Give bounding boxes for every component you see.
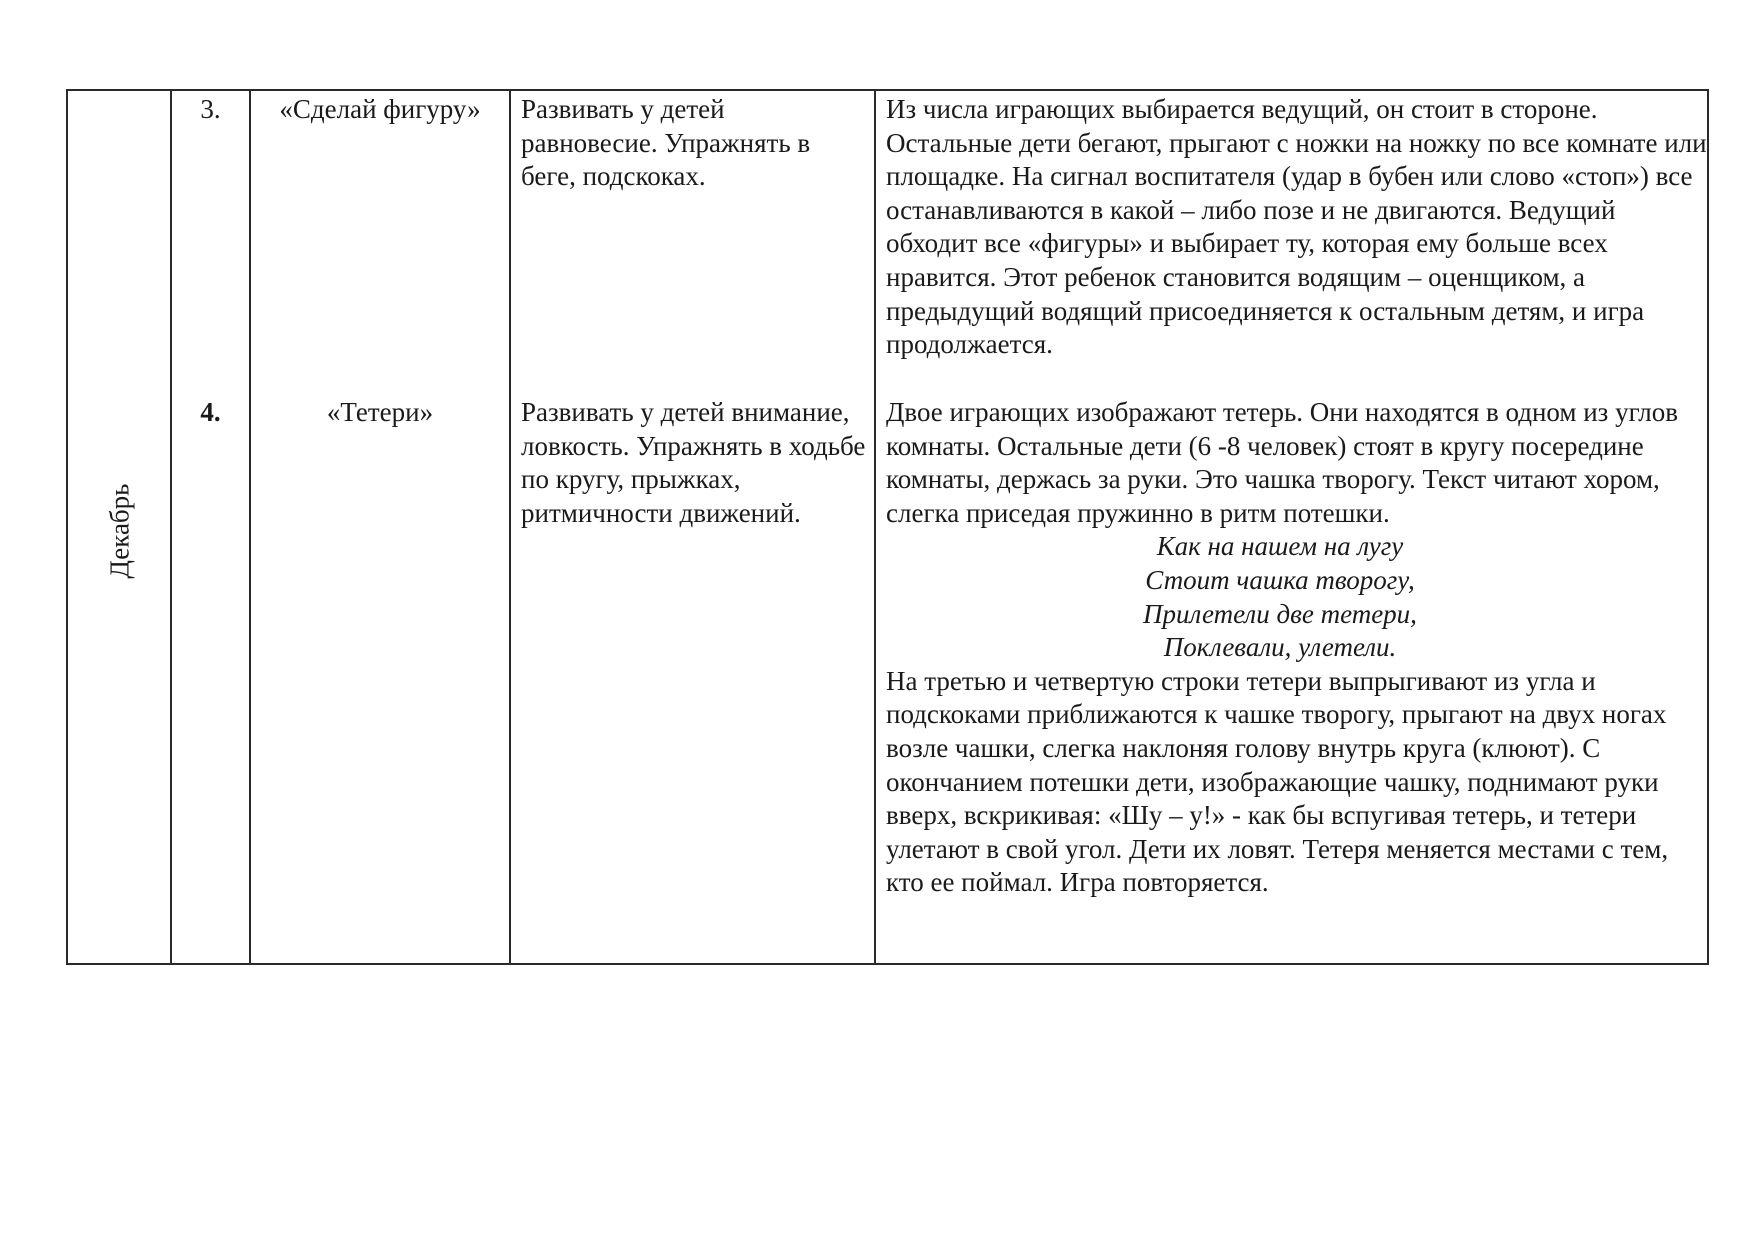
game-number: 3. [200, 94, 221, 124]
games-table [66, 89, 1709, 965]
month-label: Декабрь [104, 483, 135, 579]
game-number: 4. [200, 397, 221, 427]
verse-line: Как на нашем на лугу [1156, 531, 1404, 562]
game-description [886, 396, 1708, 900]
verse-line: Поклевали, улетели. [1163, 632, 1397, 663]
column-divider [874, 91, 876, 963]
game-description: Из числа играющих выбирается ведущий, он стоит в стороне. Остальные дети бегают, прыгают с ножки на ножку по все комнате или площадке. На сигнал воспитателя (удар в бубен или слово «стоп») все останавливаются в какой – либо позе и не двигаются. Ведущий обходит все «фигуры» и выбирает ту, которая ему больше всех нравится. Этот ребенок становится водящим – оценщиком, а предыдущий водящий присоединяется к остальным детям, и игра продолжается. [886, 94, 1707, 360]
description-intro: Двое играющих изображают тетерь. Они находятся в одном из углов комнаты. Остальные дети (6 -8 человек) стоят в кругу посередине комнаты, держась за руки. Это чашка творогу. Текст читают хором, слегка приседая пружинно в ритм потешки. [886, 397, 1679, 528]
game-goal: Развивать у детей внимание, ловкость. Упражнять в ходьбе по кругу, прыжках, ритмичности движений. [521, 397, 866, 528]
column-divider [249, 91, 251, 963]
description-rest: На третью и четвертую строки тетери выпрыгивают из угла и подскоками приближаются к чашке творогу, прыгают на двух ногах возле чашки, слегка наклоняя голову внутрь круга (клюют). С окончанием потешки дети, изображающие чашку, поднимают руки вверх, вскрикивая: «Шу – у!» - как бы вспугивая тетерь, и тетери улетают в свой угол. Дети их ловят. Тетеря меняется местами с тем, кто ее поймал. Игра повторяется. [886, 665, 1669, 898]
game-goal: Развивать у детей равновесие. Упражнять в беге, подскоках. [521, 94, 811, 192]
game-title: «Сделай фигуру» [279, 94, 481, 124]
verse-line: Стоит чашка творогу, [1145, 564, 1415, 595]
month-cell [68, 91, 172, 963]
verse-line: Прилетели две тетери, [1143, 598, 1417, 629]
column-divider [509, 91, 511, 963]
game-title: «Тетери» [326, 397, 434, 427]
verse-block [852, 530, 1708, 664]
